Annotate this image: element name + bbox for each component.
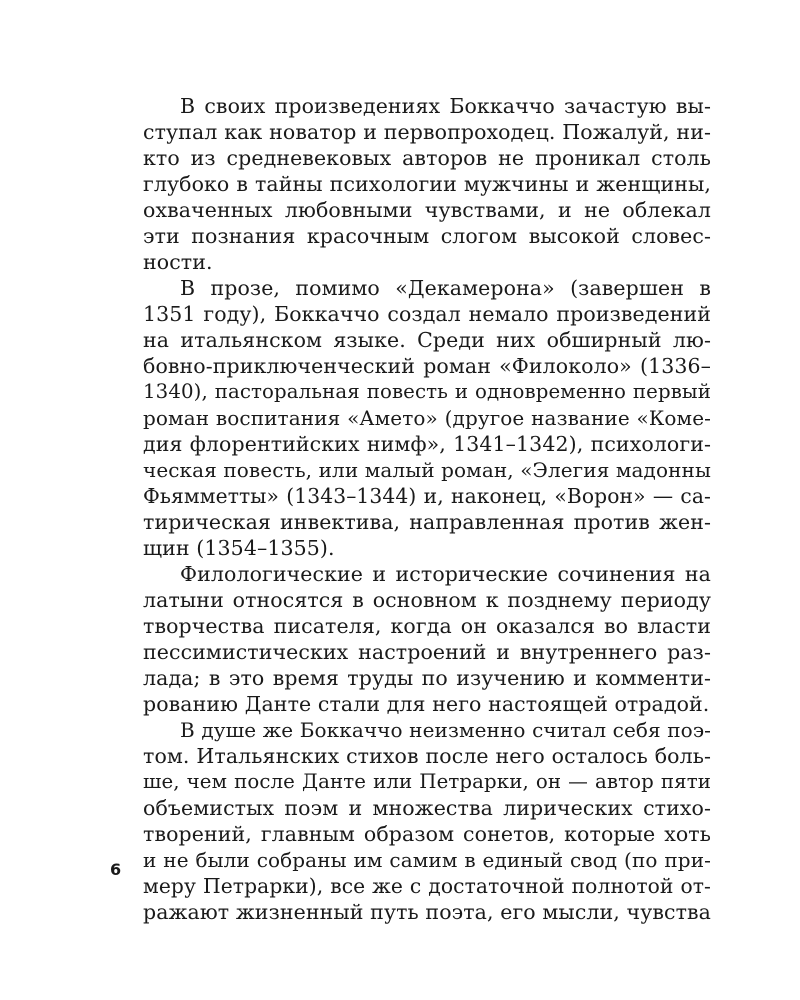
body-text [143,93,711,925]
text-line: Фьямметты» (1343–1344) и, наконец, «Ворон» — са- [143,484,711,508]
text-line: В прозе, помимо «Декамерона» (завершен в [180,276,711,300]
text-line: кто из средневековых авторов не проникал столь [143,146,711,170]
text-line: бовно-приключенческий роман «Филоколо» (1336– [143,354,711,378]
text-line: В своих произведениях Боккаччо зачастую вы- [180,94,711,118]
text-line: творений, главным образом сонетов, которые хоть [143,822,711,846]
text-line: том. Итальянских стихов после него осталось боль- [143,744,711,768]
text-line: пессимистических настроений и внутреннего раз- [143,640,711,664]
text-line: ражают жизненный путь поэта, его мысли, чувства [143,900,711,924]
text-line: эти познания красочным слогом высокой словес- [143,224,711,248]
text-line: объемистых поэм и множества лирических стихо- [143,796,711,820]
text-line: глубоко в тайны психологии мужчины и женщины, [143,172,711,196]
text-line: меру Петрарки), все же с достаточной полнотой от- [143,874,711,898]
text-line: 1351 году), Боккаччо создал немало произведений [143,302,711,326]
text-line: латыни относятся в основном к позднему периоду [143,588,711,612]
text-line: творчества писателя, когда он оказался во власти [143,614,711,638]
text-line: В душе же Боккаччо неизменно считал себя поэ- [180,718,711,742]
text-line: щин (1354–1355). [143,536,335,560]
text-line: роман воспитания «Амето» (другое название «Коме- [143,406,711,430]
text-line: ческая повесть, или малый роман, «Элегия мадонны [143,458,711,482]
text-line: рованию Данте стали для него настоящей отрадой. [143,692,710,716]
text-line: ности. [143,250,213,274]
text-line: дия флорентийских нимф», 1341–1342), психологи- [143,432,711,456]
text-line: и не были собраны им самим в единый свод (по при- [143,848,711,872]
text-line: тирическая инвектива, направленная против жен- [143,510,711,534]
text-line: ше, чем после Данте или Петрарки, он — автор пяти [143,770,711,793]
text-line: 1340), пасторальная повесть и одновременно первый [143,380,711,403]
text-line: на итальянском языке. Среди них обширный лю- [143,328,711,352]
text-line: лада; в это время труды по изучению и комменти- [143,666,711,690]
text-line: Филологические и исторические сочинения на [180,562,711,586]
text-line: охваченных любовными чувствами, и не облекал [143,198,711,222]
text-line: ступал как новатор и первопроходец. Пожалуй, ни- [143,120,711,144]
page-number: 6 [110,860,122,879]
